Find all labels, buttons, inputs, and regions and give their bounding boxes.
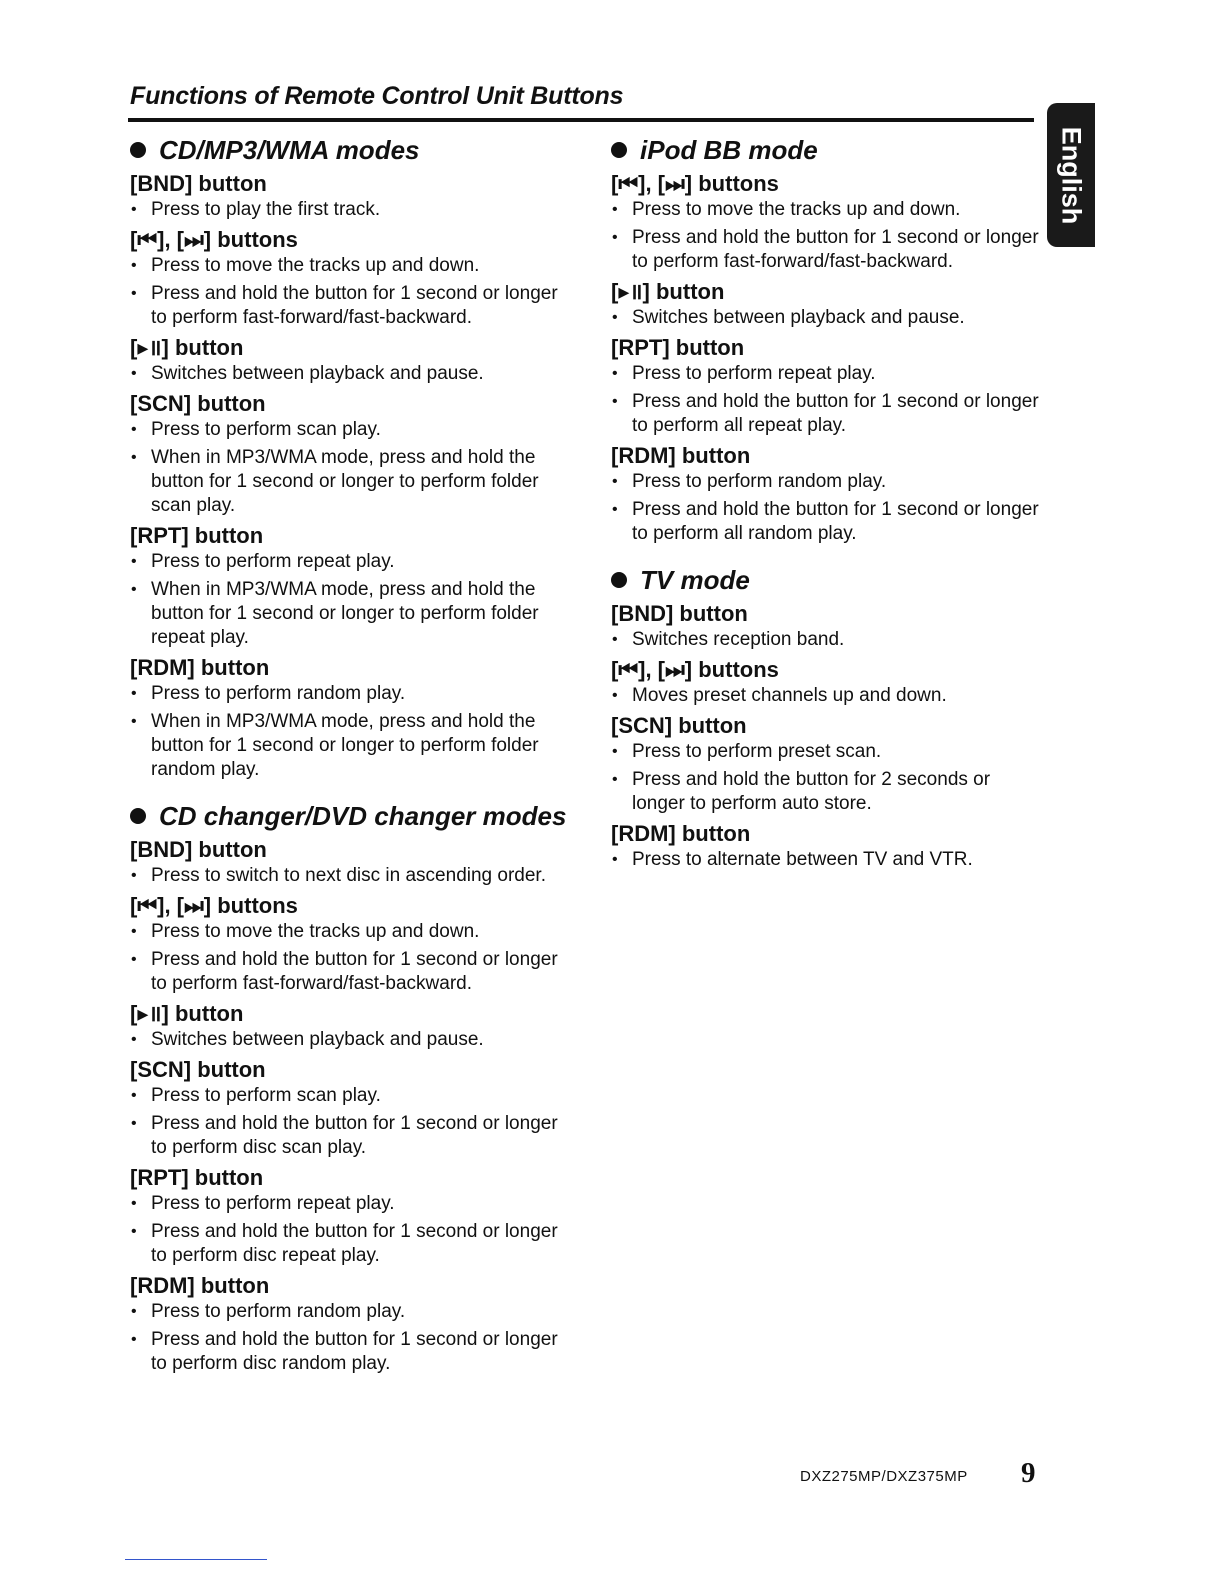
button-description bbox=[611, 600, 1041, 652]
button-description bbox=[130, 1056, 570, 1160]
button-heading: [▸॥] button bbox=[130, 335, 244, 360]
description-list bbox=[130, 362, 570, 386]
button-description bbox=[611, 712, 1041, 816]
description-item: • Press and hold the button for 1 second or longer to perform fast-forward/fast-backward. bbox=[611, 226, 1041, 274]
description-list bbox=[130, 1192, 570, 1268]
description-item: • Press to alternate between TV and VTR. bbox=[611, 848, 1041, 872]
description-list bbox=[130, 1084, 570, 1160]
button-heading: [BND] button bbox=[130, 837, 267, 862]
description-list bbox=[611, 848, 1041, 872]
button-description bbox=[130, 892, 570, 996]
button-description bbox=[611, 334, 1041, 438]
button-heading: [RPT] button bbox=[611, 335, 745, 360]
description-item: • Switches between playback and pause. bbox=[130, 362, 570, 386]
description-item: • Press and hold the button for 1 second or longer to perform disc scan play. bbox=[130, 1112, 570, 1160]
description-list bbox=[130, 1028, 570, 1052]
section-title bbox=[130, 134, 570, 166]
section-title-text: iPod BB mode bbox=[640, 135, 818, 165]
button-heading: [▸॥] button bbox=[611, 279, 725, 304]
bullet-dot-icon bbox=[611, 572, 627, 588]
description-item: • Press to move the tracks up and down. bbox=[130, 920, 570, 944]
description-list bbox=[611, 740, 1041, 816]
mode-section bbox=[130, 800, 570, 1376]
button-heading: [▸॥] button bbox=[130, 1001, 244, 1026]
page-title: Functions of Remote Control Unit Buttons bbox=[130, 82, 624, 110]
description-item: • Press and hold the button for 1 second or longer to perform fast-forward/fast-backward. bbox=[130, 948, 570, 996]
button-heading: [BND] button bbox=[611, 601, 748, 626]
mode-section bbox=[611, 134, 1041, 546]
page-number: 9 bbox=[1021, 1457, 1036, 1489]
description-item: • Press to move the tracks up and down. bbox=[130, 254, 570, 278]
button-heading: [RPT] button bbox=[130, 523, 264, 548]
description-item: • When in MP3/WMA mode, press and hold the button for 1 second or longer to perform folder scan play. bbox=[130, 446, 570, 518]
description-item: • Press to move the tracks up and down. bbox=[611, 198, 1041, 222]
language-tab-label: English bbox=[1056, 126, 1087, 224]
button-description bbox=[130, 1164, 570, 1268]
description-item: • When in MP3/WMA mode, press and hold the button for 1 second or longer to perform folder random play. bbox=[130, 710, 570, 782]
button-heading: [⏮], [⏭] buttons bbox=[611, 171, 779, 196]
description-list bbox=[611, 198, 1041, 274]
button-heading: [⏮], [⏭] buttons bbox=[130, 893, 298, 918]
description-item: • Press to perform scan play. bbox=[130, 1084, 570, 1108]
button-description bbox=[130, 226, 570, 330]
button-heading: [⏮], [⏭] buttons bbox=[611, 657, 779, 682]
description-item: • Press to perform scan play. bbox=[130, 418, 570, 442]
description-item: • Press and hold the button for 1 second or longer to perform all random play. bbox=[611, 498, 1041, 546]
description-list bbox=[130, 1300, 570, 1376]
section-title-text: CD/MP3/WMA modes bbox=[159, 135, 420, 165]
button-description bbox=[130, 522, 570, 650]
button-description bbox=[611, 170, 1041, 274]
description-list bbox=[611, 628, 1041, 652]
description-item: • Press to perform random play. bbox=[130, 1300, 570, 1324]
button-description bbox=[130, 654, 570, 782]
button-heading: [SCN] button bbox=[130, 1057, 266, 1082]
mode-section bbox=[611, 564, 1041, 872]
description-item: • Press to perform preset scan. bbox=[611, 740, 1041, 764]
button-description bbox=[611, 278, 1041, 330]
button-description bbox=[611, 820, 1041, 872]
description-item: • Press to perform repeat play. bbox=[611, 362, 1041, 386]
bullet-dot-icon bbox=[130, 808, 146, 824]
section-title bbox=[611, 134, 1041, 166]
right-column bbox=[611, 134, 1041, 890]
description-item: • Press and hold the button for 1 second or longer to perform disc repeat play. bbox=[130, 1220, 570, 1268]
button-description bbox=[130, 390, 570, 518]
bullet-dot-icon bbox=[611, 142, 627, 158]
section-title bbox=[611, 564, 1041, 596]
button-heading: [RPT] button bbox=[130, 1165, 264, 1190]
button-description bbox=[130, 1272, 570, 1376]
section-title-text: CD changer/DVD changer modes bbox=[159, 801, 567, 831]
mode-section bbox=[130, 134, 570, 782]
description-list bbox=[130, 864, 570, 888]
description-item: • Switches reception band. bbox=[611, 628, 1041, 652]
description-item: • Press and hold the button for 1 second or longer to perform disc random play. bbox=[130, 1328, 570, 1376]
description-item: • Moves preset channels up and down. bbox=[611, 684, 1041, 708]
description-item: • Press to perform random play. bbox=[611, 470, 1041, 494]
description-item: • Press to perform repeat play. bbox=[130, 550, 570, 574]
button-heading: [RDM] button bbox=[130, 1273, 270, 1298]
button-heading: [SCN] button bbox=[611, 713, 747, 738]
description-list bbox=[130, 198, 570, 222]
description-list bbox=[611, 684, 1041, 708]
button-description bbox=[130, 170, 570, 222]
description-item: • Press and hold the button for 1 second or longer to perform fast-forward/fast-backward. bbox=[130, 282, 570, 330]
button-description bbox=[130, 1000, 570, 1052]
description-item: • Press to perform random play. bbox=[130, 682, 570, 706]
title-rule bbox=[128, 118, 1034, 122]
description-item: • Press to switch to next disc in ascending order. bbox=[130, 864, 570, 888]
description-list bbox=[130, 550, 570, 650]
description-item: • Press to perform repeat play. bbox=[130, 1192, 570, 1216]
description-list bbox=[611, 306, 1041, 330]
description-item: • Press and hold the button for 1 second or longer to perform all repeat play. bbox=[611, 390, 1041, 438]
bullet-dot-icon bbox=[130, 142, 146, 158]
description-item: • Switches between playback and pause. bbox=[611, 306, 1041, 330]
description-item: • Press and hold the button for 2 seconds or longer to perform auto store. bbox=[611, 768, 1041, 816]
section-title-text: TV mode bbox=[640, 565, 750, 595]
description-item: • Press to play the first track. bbox=[130, 198, 570, 222]
language-tab bbox=[1047, 103, 1095, 247]
description-list bbox=[130, 682, 570, 782]
button-description bbox=[130, 836, 570, 888]
button-heading: [⏮], [⏭] buttons bbox=[130, 227, 298, 252]
button-description bbox=[611, 656, 1041, 708]
button-description bbox=[611, 442, 1041, 546]
button-heading: [RDM] button bbox=[611, 443, 751, 468]
button-heading: [RDM] button bbox=[130, 655, 270, 680]
section-title bbox=[130, 800, 570, 832]
left-column bbox=[130, 134, 570, 1394]
button-heading: [SCN] button bbox=[130, 391, 266, 416]
description-list bbox=[611, 470, 1041, 546]
button-heading: [RDM] button bbox=[611, 821, 751, 846]
bottom-rule bbox=[125, 1559, 267, 1560]
description-item: • When in MP3/WMA mode, press and hold the button for 1 second or longer to perform folder repeat play. bbox=[130, 578, 570, 650]
description-list bbox=[611, 362, 1041, 438]
button-heading: [BND] button bbox=[130, 171, 267, 196]
description-list bbox=[130, 418, 570, 518]
footer-model: DXZ275MP/DXZ375MP bbox=[800, 1468, 968, 1485]
description-list bbox=[130, 920, 570, 996]
description-list bbox=[130, 254, 570, 330]
description-item: • Switches between playback and pause. bbox=[130, 1028, 570, 1052]
button-description bbox=[130, 334, 570, 386]
